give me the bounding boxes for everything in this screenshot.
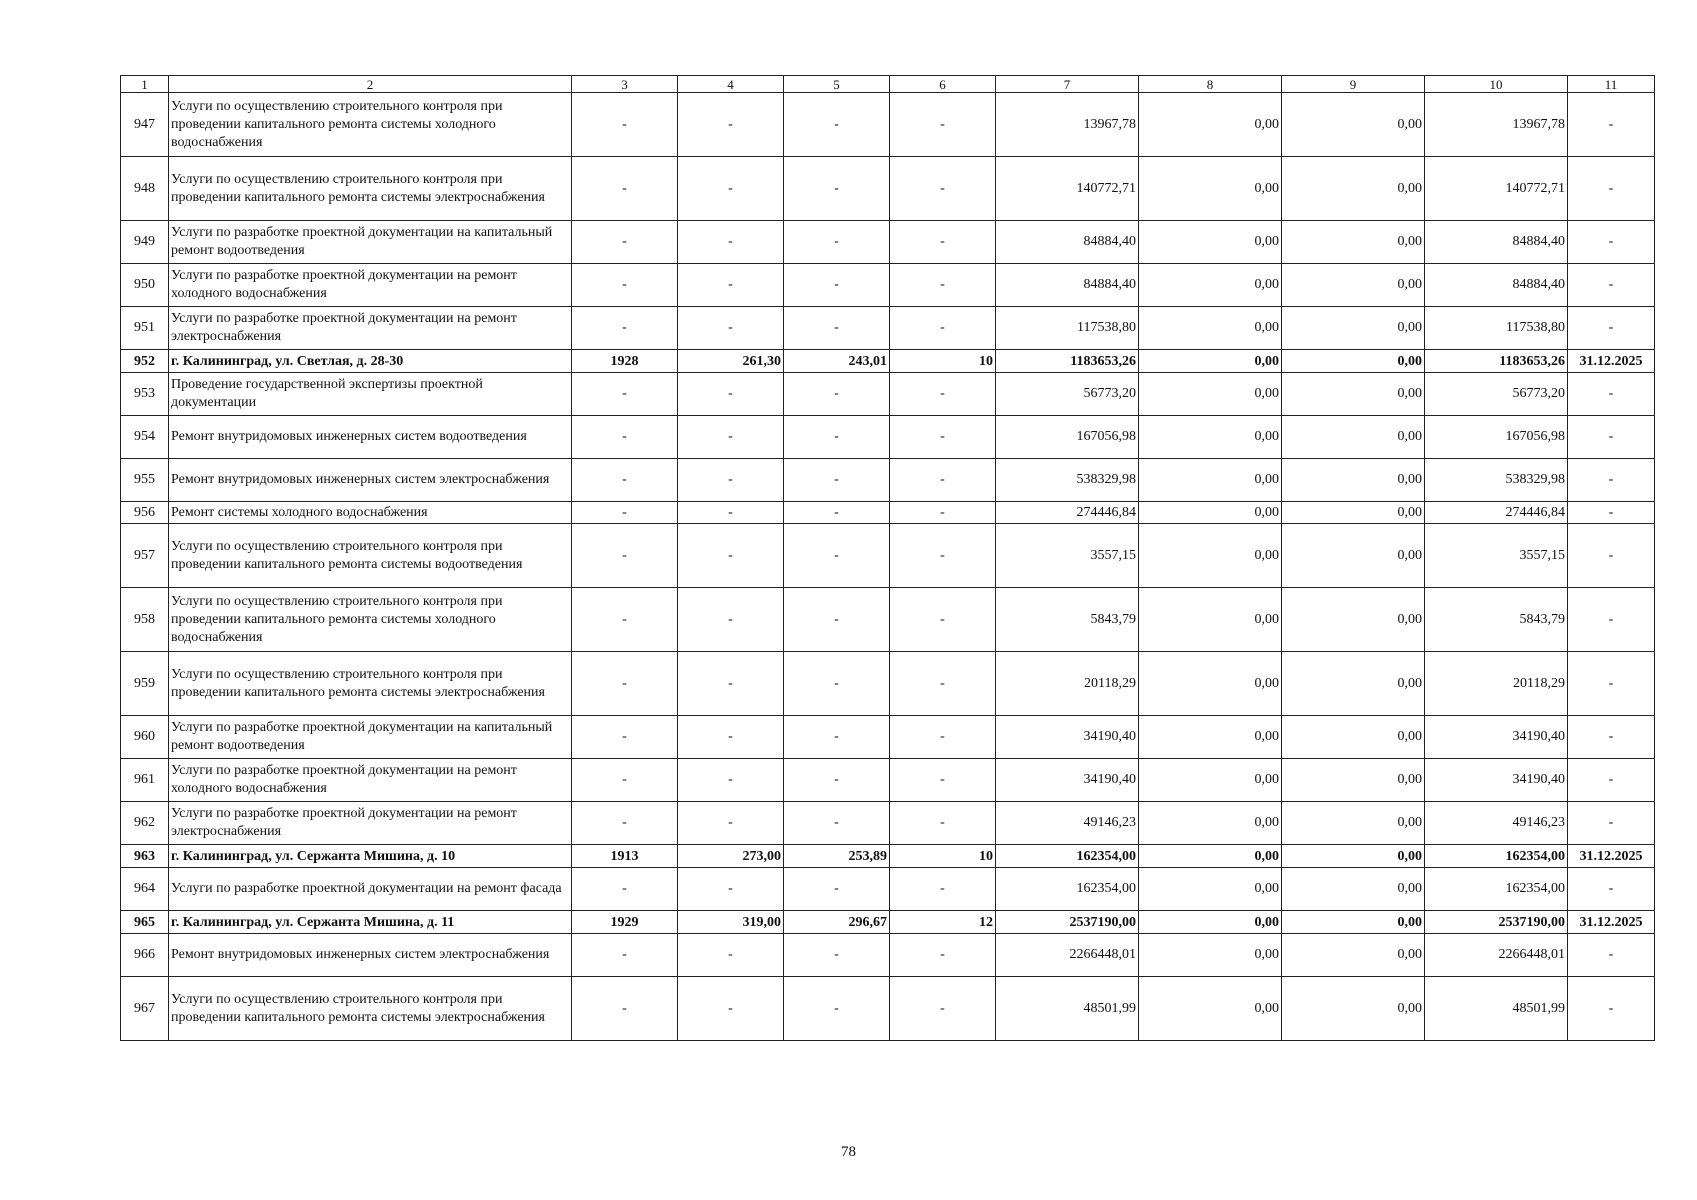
row-number-cell: 954 bbox=[121, 416, 169, 459]
page-number: 78 bbox=[841, 1144, 856, 1160]
work-row bbox=[121, 416, 1655, 459]
year-cell: - bbox=[572, 652, 678, 716]
local-funds-cell: 0,00 bbox=[1282, 977, 1425, 1041]
year-cell: - bbox=[572, 264, 678, 307]
deadline-cell: - bbox=[1568, 221, 1655, 264]
living-area-cell: 296,67 bbox=[784, 911, 890, 934]
work-row bbox=[121, 934, 1655, 977]
row-number-cell: 955 bbox=[121, 459, 169, 502]
local-funds-cell: 0,00 bbox=[1282, 934, 1425, 977]
year-cell: - bbox=[572, 759, 678, 802]
federal-funds-cell: 0,00 bbox=[1139, 802, 1282, 845]
deadline-cell: - bbox=[1568, 307, 1655, 350]
living-area-cell: - bbox=[784, 459, 890, 502]
owner-funds-cell: 2266448,01 bbox=[1425, 934, 1568, 977]
living-area-cell: - bbox=[784, 157, 890, 221]
federal-funds-cell: 0,00 bbox=[1139, 934, 1282, 977]
deadline-cell: - bbox=[1568, 588, 1655, 652]
federal-funds-cell: 0,00 bbox=[1139, 221, 1282, 264]
total-cost-cell: 162354,00 bbox=[996, 868, 1139, 911]
living-area-cell: 243,01 bbox=[784, 350, 890, 373]
year-cell: - bbox=[572, 416, 678, 459]
deadline-cell: - bbox=[1568, 934, 1655, 977]
capital-repair-table bbox=[120, 75, 1655, 1041]
owner-funds-cell: 34190,40 bbox=[1425, 716, 1568, 759]
owner-funds-cell: 162354,00 bbox=[1425, 845, 1568, 868]
living-area-cell: - bbox=[784, 934, 890, 977]
work-row bbox=[121, 524, 1655, 588]
residents-cell: - bbox=[890, 977, 996, 1041]
work-name-cell: Услуги по разработке проектной документации на ремонт холодного водоснабжения bbox=[169, 264, 572, 307]
address-row bbox=[121, 350, 1655, 373]
total-area-cell: - bbox=[678, 307, 784, 350]
year-cell: - bbox=[572, 716, 678, 759]
address-row bbox=[121, 845, 1655, 868]
total-cost-cell: 56773,20 bbox=[996, 373, 1139, 416]
owner-funds-cell: 167056,98 bbox=[1425, 416, 1568, 459]
total-area-cell: - bbox=[678, 157, 784, 221]
total-area-cell: - bbox=[678, 373, 784, 416]
row-number-cell: 957 bbox=[121, 524, 169, 588]
federal-funds-cell: 0,00 bbox=[1139, 977, 1282, 1041]
federal-funds-cell: 0,00 bbox=[1139, 373, 1282, 416]
owner-funds-cell: 274446,84 bbox=[1425, 502, 1568, 524]
local-funds-cell: 0,00 bbox=[1282, 459, 1425, 502]
work-name-cell: Услуги по разработке проектной документации на ремонт фасада bbox=[169, 868, 572, 911]
federal-funds-cell: 0,00 bbox=[1139, 157, 1282, 221]
living-area-cell: - bbox=[784, 373, 890, 416]
deadline-cell: - bbox=[1568, 416, 1655, 459]
row-number-cell: 947 bbox=[121, 93, 169, 157]
federal-funds-cell: 0,00 bbox=[1139, 459, 1282, 502]
work-row bbox=[121, 759, 1655, 802]
deadline-cell: - bbox=[1568, 802, 1655, 845]
local-funds-cell: 0,00 bbox=[1282, 350, 1425, 373]
column-number-header: 7 bbox=[996, 76, 1139, 93]
column-number-header: 3 bbox=[572, 76, 678, 93]
work-row bbox=[121, 264, 1655, 307]
deadline-cell: - bbox=[1568, 502, 1655, 524]
living-area-cell: - bbox=[784, 264, 890, 307]
owner-funds-cell: 140772,71 bbox=[1425, 157, 1568, 221]
year-cell: - bbox=[572, 221, 678, 264]
column-number-header: 8 bbox=[1139, 76, 1282, 93]
owner-funds-cell: 2537190,00 bbox=[1425, 911, 1568, 934]
living-area-cell: - bbox=[784, 221, 890, 264]
row-number-cell: 964 bbox=[121, 868, 169, 911]
year-cell: - bbox=[572, 502, 678, 524]
row-number-cell: 966 bbox=[121, 934, 169, 977]
row-number-cell: 961 bbox=[121, 759, 169, 802]
row-number-cell: 965 bbox=[121, 911, 169, 934]
federal-funds-cell: 0,00 bbox=[1139, 845, 1282, 868]
total-area-cell: - bbox=[678, 221, 784, 264]
total-cost-cell: 34190,40 bbox=[996, 759, 1139, 802]
owner-funds-cell: 56773,20 bbox=[1425, 373, 1568, 416]
work-name-cell: Услуги по осуществлению строительного контроля при проведении капитального ремонта системы водоотведения bbox=[169, 524, 572, 588]
column-number-header: 9 bbox=[1282, 76, 1425, 93]
column-number-header: 2 bbox=[169, 76, 572, 93]
federal-funds-cell: 0,00 bbox=[1139, 716, 1282, 759]
living-area-cell: - bbox=[784, 416, 890, 459]
work-row bbox=[121, 221, 1655, 264]
local-funds-cell: 0,00 bbox=[1282, 911, 1425, 934]
federal-funds-cell: 0,00 bbox=[1139, 307, 1282, 350]
row-number-cell: 948 bbox=[121, 157, 169, 221]
deadline-cell: - bbox=[1568, 759, 1655, 802]
residents-cell: - bbox=[890, 524, 996, 588]
federal-funds-cell: 0,00 bbox=[1139, 524, 1282, 588]
total-cost-cell: 34190,40 bbox=[996, 716, 1139, 759]
row-number-cell: 949 bbox=[121, 221, 169, 264]
federal-funds-cell: 0,00 bbox=[1139, 868, 1282, 911]
work-row bbox=[121, 652, 1655, 716]
residents-cell: - bbox=[890, 802, 996, 845]
total-area-cell: - bbox=[678, 868, 784, 911]
local-funds-cell: 0,00 bbox=[1282, 157, 1425, 221]
year-cell: 1929 bbox=[572, 911, 678, 934]
deadline-cell: 31.12.2025 bbox=[1568, 845, 1655, 868]
work-row bbox=[121, 588, 1655, 652]
work-name-cell: Услуги по разработке проектной документации на капитальный ремонт водоотведения bbox=[169, 716, 572, 759]
row-number-cell: 963 bbox=[121, 845, 169, 868]
owner-funds-cell: 538329,98 bbox=[1425, 459, 1568, 502]
local-funds-cell: 0,00 bbox=[1282, 93, 1425, 157]
total-area-cell: 273,00 bbox=[678, 845, 784, 868]
residents-cell: - bbox=[890, 934, 996, 977]
total-cost-cell: 48501,99 bbox=[996, 977, 1139, 1041]
total-cost-cell: 162354,00 bbox=[996, 845, 1139, 868]
living-area-cell: - bbox=[784, 759, 890, 802]
deadline-cell: - bbox=[1568, 524, 1655, 588]
residents-cell: - bbox=[890, 459, 996, 502]
deadline-cell: - bbox=[1568, 459, 1655, 502]
year-cell: 1928 bbox=[572, 350, 678, 373]
total-cost-cell: 84884,40 bbox=[996, 221, 1139, 264]
federal-funds-cell: 0,00 bbox=[1139, 502, 1282, 524]
year-cell: - bbox=[572, 373, 678, 416]
column-number-header-row bbox=[121, 76, 1655, 93]
row-number-cell: 951 bbox=[121, 307, 169, 350]
total-area-cell: - bbox=[678, 652, 784, 716]
local-funds-cell: 0,00 bbox=[1282, 264, 1425, 307]
living-area-cell: 253,89 bbox=[784, 845, 890, 868]
work-name-cell: Услуги по осуществлению строительного контроля при проведении капитального ремонта системы электроснабжения bbox=[169, 157, 572, 221]
federal-funds-cell: 0,00 bbox=[1139, 264, 1282, 307]
total-area-cell: 319,00 bbox=[678, 911, 784, 934]
local-funds-cell: 0,00 bbox=[1282, 307, 1425, 350]
living-area-cell: - bbox=[784, 716, 890, 759]
residents-cell: - bbox=[890, 221, 996, 264]
local-funds-cell: 0,00 bbox=[1282, 652, 1425, 716]
year-cell: - bbox=[572, 934, 678, 977]
work-row bbox=[121, 93, 1655, 157]
row-number-cell: 950 bbox=[121, 264, 169, 307]
federal-funds-cell: 0,00 bbox=[1139, 416, 1282, 459]
deadline-cell: - bbox=[1568, 373, 1655, 416]
total-cost-cell: 167056,98 bbox=[996, 416, 1139, 459]
total-cost-cell: 140772,71 bbox=[996, 157, 1139, 221]
column-number-header: 1 bbox=[121, 76, 169, 93]
federal-funds-cell: 0,00 bbox=[1139, 911, 1282, 934]
work-name-cell: Услуги по разработке проектной документации на ремонт электроснабжения bbox=[169, 802, 572, 845]
owner-funds-cell: 162354,00 bbox=[1425, 868, 1568, 911]
living-area-cell: - bbox=[784, 524, 890, 588]
residents-cell: - bbox=[890, 264, 996, 307]
total-cost-cell: 5843,79 bbox=[996, 588, 1139, 652]
work-name-cell: Ремонт системы холодного водоснабжения bbox=[169, 502, 572, 524]
residents-cell: - bbox=[890, 652, 996, 716]
total-cost-cell: 84884,40 bbox=[996, 264, 1139, 307]
residents-cell: - bbox=[890, 759, 996, 802]
year-cell: - bbox=[572, 977, 678, 1041]
residents-cell: - bbox=[890, 588, 996, 652]
residents-cell: - bbox=[890, 157, 996, 221]
work-row bbox=[121, 307, 1655, 350]
residents-cell: - bbox=[890, 502, 996, 524]
local-funds-cell: 0,00 bbox=[1282, 802, 1425, 845]
owner-funds-cell: 84884,40 bbox=[1425, 264, 1568, 307]
total-cost-cell: 2537190,00 bbox=[996, 911, 1139, 934]
row-number-cell: 959 bbox=[121, 652, 169, 716]
owner-funds-cell: 48501,99 bbox=[1425, 977, 1568, 1041]
local-funds-cell: 0,00 bbox=[1282, 221, 1425, 264]
owner-funds-cell: 13967,78 bbox=[1425, 93, 1568, 157]
residents-cell: 10 bbox=[890, 845, 996, 868]
local-funds-cell: 0,00 bbox=[1282, 759, 1425, 802]
year-cell: - bbox=[572, 307, 678, 350]
column-number-header: 6 bbox=[890, 76, 996, 93]
federal-funds-cell: 0,00 bbox=[1139, 652, 1282, 716]
owner-funds-cell: 20118,29 bbox=[1425, 652, 1568, 716]
federal-funds-cell: 0,00 bbox=[1139, 93, 1282, 157]
total-cost-cell: 3557,15 bbox=[996, 524, 1139, 588]
local-funds-cell: 0,00 bbox=[1282, 716, 1425, 759]
work-name-cell: Ремонт внутридомовых инженерных систем электроснабжения bbox=[169, 934, 572, 977]
living-area-cell: - bbox=[784, 868, 890, 911]
federal-funds-cell: 0,00 bbox=[1139, 588, 1282, 652]
row-number-cell: 952 bbox=[121, 350, 169, 373]
work-name-cell: Услуги по разработке проектной документации на капитальный ремонт водоотведения bbox=[169, 221, 572, 264]
row-number-cell: 962 bbox=[121, 802, 169, 845]
total-area-cell: - bbox=[678, 502, 784, 524]
living-area-cell: - bbox=[784, 502, 890, 524]
work-name-cell: г. Калининград, ул. Светлая, д. 28-30 bbox=[169, 350, 572, 373]
local-funds-cell: 0,00 bbox=[1282, 502, 1425, 524]
residents-cell: - bbox=[890, 93, 996, 157]
living-area-cell: - bbox=[784, 977, 890, 1041]
total-cost-cell: 274446,84 bbox=[996, 502, 1139, 524]
deadline-cell: - bbox=[1568, 977, 1655, 1041]
deadline-cell: - bbox=[1568, 716, 1655, 759]
owner-funds-cell: 49146,23 bbox=[1425, 802, 1568, 845]
column-number-header: 5 bbox=[784, 76, 890, 93]
work-name-cell: Услуги по осуществлению строительного контроля при проведении капитального ремонта системы электроснабжения bbox=[169, 977, 572, 1041]
owner-funds-cell: 117538,80 bbox=[1425, 307, 1568, 350]
total-cost-cell: 2266448,01 bbox=[996, 934, 1139, 977]
owner-funds-cell: 3557,15 bbox=[1425, 524, 1568, 588]
living-area-cell: - bbox=[784, 588, 890, 652]
local-funds-cell: 0,00 bbox=[1282, 588, 1425, 652]
total-area-cell: - bbox=[678, 977, 784, 1041]
work-name-cell: Проведение государственной экспертизы проектной документации bbox=[169, 373, 572, 416]
total-area-cell: - bbox=[678, 588, 784, 652]
total-cost-cell: 117538,80 bbox=[996, 307, 1139, 350]
row-number-cell: 960 bbox=[121, 716, 169, 759]
local-funds-cell: 0,00 bbox=[1282, 868, 1425, 911]
year-cell: 1913 bbox=[572, 845, 678, 868]
residents-cell: - bbox=[890, 416, 996, 459]
work-row bbox=[121, 459, 1655, 502]
work-row bbox=[121, 373, 1655, 416]
owner-funds-cell: 84884,40 bbox=[1425, 221, 1568, 264]
column-number-header: 10 bbox=[1425, 76, 1568, 93]
total-area-cell: - bbox=[678, 459, 784, 502]
year-cell: - bbox=[572, 157, 678, 221]
column-number-header: 11 bbox=[1568, 76, 1655, 93]
residents-cell: - bbox=[890, 373, 996, 416]
year-cell: - bbox=[572, 459, 678, 502]
deadline-cell: - bbox=[1568, 868, 1655, 911]
work-name-cell: Ремонт внутридомовых инженерных систем электроснабжения bbox=[169, 459, 572, 502]
living-area-cell: - bbox=[784, 802, 890, 845]
year-cell: - bbox=[572, 802, 678, 845]
deadline-cell: 31.12.2025 bbox=[1568, 911, 1655, 934]
total-area-cell: - bbox=[678, 716, 784, 759]
year-cell: - bbox=[572, 868, 678, 911]
work-name-cell: Услуги по осуществлению строительного контроля при проведении капитального ремонта системы холодного водоснабжения bbox=[169, 93, 572, 157]
work-row bbox=[121, 716, 1655, 759]
year-cell: - bbox=[572, 93, 678, 157]
work-row bbox=[121, 157, 1655, 221]
federal-funds-cell: 0,00 bbox=[1139, 350, 1282, 373]
owner-funds-cell: 1183653,26 bbox=[1425, 350, 1568, 373]
row-number-cell: 958 bbox=[121, 588, 169, 652]
living-area-cell: - bbox=[784, 652, 890, 716]
total-cost-cell: 538329,98 bbox=[996, 459, 1139, 502]
work-name-cell: Услуги по разработке проектной документации на ремонт электроснабжения bbox=[169, 307, 572, 350]
owner-funds-cell: 5843,79 bbox=[1425, 588, 1568, 652]
residents-cell: - bbox=[890, 307, 996, 350]
total-area-cell: - bbox=[678, 934, 784, 977]
owner-funds-cell: 34190,40 bbox=[1425, 759, 1568, 802]
row-number-cell: 967 bbox=[121, 977, 169, 1041]
total-area-cell: - bbox=[678, 524, 784, 588]
deadline-cell: - bbox=[1568, 264, 1655, 307]
local-funds-cell: 0,00 bbox=[1282, 416, 1425, 459]
work-name-cell: Услуги по осуществлению строительного контроля при проведении капитального ремонта системы электроснабжения bbox=[169, 652, 572, 716]
total-cost-cell: 49146,23 bbox=[996, 802, 1139, 845]
residents-cell: - bbox=[890, 716, 996, 759]
work-name-cell: г. Калининград, ул. Сержанта Мишина, д. 11 bbox=[169, 911, 572, 934]
deadline-cell: - bbox=[1568, 157, 1655, 221]
year-cell: - bbox=[572, 524, 678, 588]
federal-funds-cell: 0,00 bbox=[1139, 759, 1282, 802]
row-number-cell: 953 bbox=[121, 373, 169, 416]
work-row bbox=[121, 502, 1655, 524]
work-name-cell: Услуги по осуществлению строительного контроля при проведении капитального ремонта системы холодного водоснабжения bbox=[169, 588, 572, 652]
deadline-cell: - bbox=[1568, 652, 1655, 716]
living-area-cell: - bbox=[784, 93, 890, 157]
work-name-cell: Ремонт внутридомовых инженерных систем водоотведения bbox=[169, 416, 572, 459]
work-row bbox=[121, 868, 1655, 911]
work-row bbox=[121, 977, 1655, 1041]
year-cell: - bbox=[572, 588, 678, 652]
work-name-cell: Услуги по разработке проектной документации на ремонт холодного водоснабжения bbox=[169, 759, 572, 802]
local-funds-cell: 0,00 bbox=[1282, 373, 1425, 416]
total-area-cell: - bbox=[678, 759, 784, 802]
total-cost-cell: 1183653,26 bbox=[996, 350, 1139, 373]
total-area-cell: - bbox=[678, 416, 784, 459]
living-area-cell: - bbox=[784, 307, 890, 350]
local-funds-cell: 0,00 bbox=[1282, 845, 1425, 868]
total-area-cell: - bbox=[678, 802, 784, 845]
total-cost-cell: 20118,29 bbox=[996, 652, 1139, 716]
residents-cell: 10 bbox=[890, 350, 996, 373]
column-number-header: 4 bbox=[678, 76, 784, 93]
deadline-cell: 31.12.2025 bbox=[1568, 350, 1655, 373]
residents-cell: - bbox=[890, 868, 996, 911]
total-area-cell: - bbox=[678, 264, 784, 307]
total-area-cell: - bbox=[678, 93, 784, 157]
residents-cell: 12 bbox=[890, 911, 996, 934]
row-number-cell: 956 bbox=[121, 502, 169, 524]
total-cost-cell: 13967,78 bbox=[996, 93, 1139, 157]
work-name-cell: г. Калининград, ул. Сержанта Мишина, д. 10 bbox=[169, 845, 572, 868]
work-row bbox=[121, 802, 1655, 845]
total-area-cell: 261,30 bbox=[678, 350, 784, 373]
address-row bbox=[121, 911, 1655, 934]
deadline-cell: - bbox=[1568, 93, 1655, 157]
local-funds-cell: 0,00 bbox=[1282, 524, 1425, 588]
document-table-container bbox=[120, 75, 1654, 1041]
